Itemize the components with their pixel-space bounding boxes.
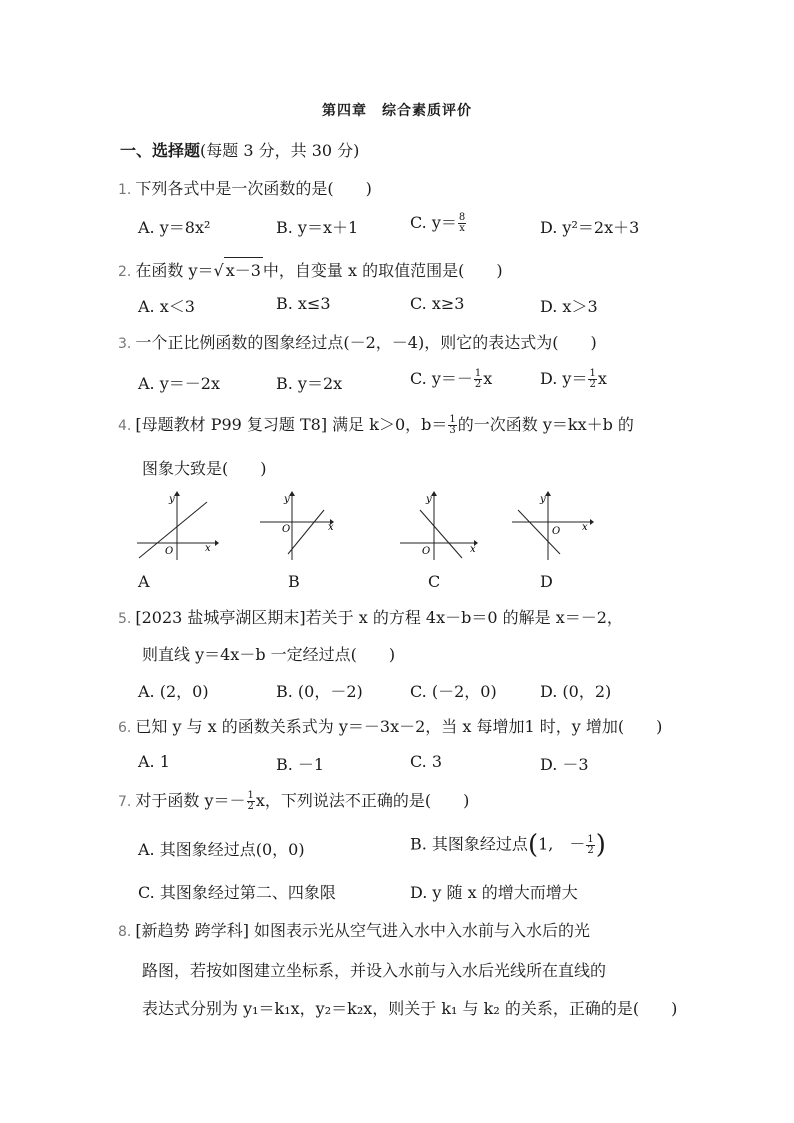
question-5-line-2: 则直线 y＝4x－b 一定经过点( ) xyxy=(142,645,396,664)
page-title: 第四章 综合素质评价 xyxy=(322,103,472,119)
section-heading xyxy=(120,138,359,161)
question-4 xyxy=(118,412,634,436)
question-6 xyxy=(118,714,662,737)
numerator: 1 xyxy=(589,368,596,379)
question-7 xyxy=(118,788,469,812)
q6-option-b: B. －1 xyxy=(276,755,325,774)
fraction xyxy=(586,835,594,856)
graph-c xyxy=(398,490,482,562)
q5-option-d: D. (0，2) xyxy=(540,682,612,701)
question-text-pre: [母题教材 P99 复习题 T8] 满足 k＞0，b＝ xyxy=(135,415,448,434)
question-number: 3. xyxy=(118,336,132,352)
fraction xyxy=(458,213,466,234)
question-number: 8. xyxy=(118,924,132,940)
question-8 xyxy=(118,918,590,941)
numerator: 1 xyxy=(474,368,482,379)
q3-option-c xyxy=(410,366,492,390)
q7-option-c: C. 其图象经过第二、四象限 xyxy=(138,883,336,902)
point-coords: 1, － xyxy=(538,834,586,854)
question-number: 2. xyxy=(118,264,132,280)
x-axis-label: x xyxy=(328,522,334,533)
option-text: B. 其图象经过点 xyxy=(410,834,528,854)
left-paren: ( xyxy=(527,830,539,860)
q1-option-c-text: C. y＝ xyxy=(410,213,457,232)
question-8-line-2: 路图，若按如图建立坐标系，并设入水前与入水后光线所在直线的 xyxy=(142,961,607,980)
question-text-pre: 在函数 y＝ xyxy=(135,261,214,280)
question-3 xyxy=(118,330,597,353)
denominator: 3 xyxy=(449,425,456,436)
radicand: x－3 xyxy=(224,257,263,281)
graph-b xyxy=(258,490,342,562)
question-number: 7. xyxy=(118,794,132,810)
question-text-post: x，下列说法不正确的是( ) xyxy=(255,791,470,810)
origin-label: O xyxy=(165,546,174,557)
question-text: 一个正比例函数的图象经过点(－2，－4)，则它的表达式为( ) xyxy=(135,333,597,352)
question-text: [新趋势 跨学科] 如图表示光从空气进入水中入水前与入水后的光 xyxy=(135,921,591,940)
graph-label-d: D xyxy=(540,572,553,591)
denominator: 2 xyxy=(247,801,254,812)
question-text-pre: 对于函数 y＝－ xyxy=(135,791,246,810)
x-axis-label: x xyxy=(582,522,588,533)
q6-option-a: A. 1 xyxy=(138,752,170,771)
denominator: 2 xyxy=(589,379,596,390)
question-number: 6. xyxy=(118,720,132,736)
denominator: 2 xyxy=(587,844,594,856)
fraction xyxy=(474,369,482,390)
q7-option-a: A. 其图象经过点(0，0) xyxy=(138,840,305,859)
y-axis-arrow xyxy=(431,491,437,496)
numerator: 1 xyxy=(449,414,456,425)
q6-option-c: C. 3 xyxy=(410,752,443,771)
question-text: 下列各式中是一次函数的是( ) xyxy=(135,179,372,198)
q1-option-c xyxy=(410,210,467,234)
q5-option-a: A. (2，0) xyxy=(138,682,209,701)
graph-label-a: A xyxy=(138,572,150,591)
q2-option-a: A. x＜3 xyxy=(138,297,195,316)
graph-label-c: C xyxy=(428,572,441,591)
option-text-post: x xyxy=(483,369,493,388)
question-4-line-2: 图象大致是( ) xyxy=(142,459,267,478)
fraction xyxy=(448,415,456,436)
q1-option-d: D. y²＝2x＋3 xyxy=(540,218,640,237)
origin-label: O xyxy=(552,526,561,537)
right-paren: ) xyxy=(595,830,606,860)
q2-option-c: C. x≥3 xyxy=(410,294,465,313)
numerator: 1 xyxy=(247,790,254,801)
denominator: x xyxy=(459,223,465,234)
origin-label: O xyxy=(282,524,291,535)
y-axis-arrow xyxy=(174,491,180,496)
question-8-line-3: 表达式分别为 y₁＝k₁x，y₂＝k₂x，则关于 k₁ 与 k₂ 的关系，正确的是( ) xyxy=(142,999,678,1018)
q2-option-b: B. x≤3 xyxy=(276,294,331,313)
q2-option-d: D. x＞3 xyxy=(540,297,598,316)
denominator: 2 xyxy=(474,379,482,390)
q7-option-b xyxy=(410,830,606,860)
numerator: 8 xyxy=(458,212,466,223)
numerator: 1 xyxy=(587,833,594,845)
y-axis-arrow xyxy=(289,491,295,496)
graph-d xyxy=(510,490,594,562)
x-axis-arrow xyxy=(590,519,594,525)
y-axis-arrow xyxy=(545,491,551,496)
question-1 xyxy=(118,176,372,199)
option-text: C. y＝－ xyxy=(410,369,473,388)
section-label: 一、选择题 xyxy=(120,141,201,160)
graph-a xyxy=(135,490,219,562)
x-axis-arrow xyxy=(215,540,219,546)
x-axis-label: x xyxy=(205,543,211,554)
function-line xyxy=(288,510,324,554)
question-2: 2. 在函数 y＝√ x－3 中，自变量 x 的取值范围是( ) xyxy=(118,257,503,281)
y-axis-label: y xyxy=(169,494,175,505)
q1-option-b: B. y＝x＋1 xyxy=(276,218,359,237)
q5-option-b: B. (0，－2) xyxy=(276,682,363,701)
y-axis-label: y xyxy=(426,494,432,505)
question-number: 1. xyxy=(118,182,132,198)
graph-label-b: B xyxy=(288,572,300,591)
fraction xyxy=(588,369,596,390)
q7-option-d: D. y 随 x 的增大而增大 xyxy=(410,883,578,902)
q3-option-d xyxy=(540,366,607,390)
q1-option-a: A. y＝8x² xyxy=(138,218,211,237)
q6-option-d: D. －3 xyxy=(540,755,589,774)
x-axis-label: x xyxy=(470,544,476,555)
question-text-post: 的一次函数 y＝kx＋b 的 xyxy=(457,415,634,434)
origin-label: O xyxy=(422,546,431,557)
q3-option-b: B. y＝2x xyxy=(276,374,343,393)
question-text: 已知 y 与 x 的函数关系式为 y＝－3x－2，当 x 每增加1 时，y 增加( ) xyxy=(135,717,663,736)
fraction xyxy=(247,791,255,812)
y-axis-label: y xyxy=(540,494,546,505)
option-text: D. y＝ xyxy=(540,369,588,388)
question-text-post: 中，自变量 x 的取值范围是( ) xyxy=(262,261,503,280)
question-number: 5. xyxy=(118,611,132,627)
q5-option-c: C. (－2，0) xyxy=(410,682,497,701)
question-5 xyxy=(118,605,623,628)
y-axis-label: y xyxy=(284,494,290,505)
option-text-post: x xyxy=(597,369,607,388)
question-text: [2023 盐城亭湖区期末]若关于 x 的方程 4x－b＝0 的解是 x＝－2， xyxy=(135,608,623,627)
question-number: 4. xyxy=(118,418,132,434)
q3-option-a: A. y＝－2x xyxy=(138,374,220,393)
section-points: (每题 3 分，共 30 分) xyxy=(200,141,360,160)
